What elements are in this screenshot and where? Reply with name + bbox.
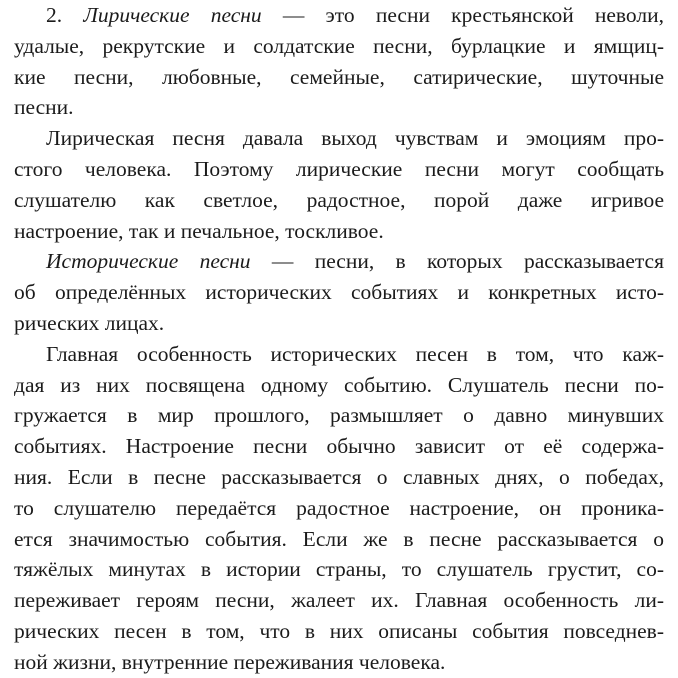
text-line [14,216,664,247]
text-segment: — это песни крестьянской неволи, [261,3,665,27]
paragraph-lyrical-songs [14,0,664,123]
text-segment: об определённых исторических событиях и конкретных исто- [14,280,664,305]
text-segment: дая из них посвящена одному событию. Слушатель песни по- [14,372,664,397]
text-line [14,647,664,678]
text-line [14,431,664,462]
text-segment: стого человека. Поэтому лирические песни могут сообщать [14,156,664,181]
text-line [14,31,664,62]
term-lyrical-songs: Лирические песни [83,3,262,27]
text-line [14,154,664,185]
text-segment: гружается в мир прошлого, размышляет о давно минувших [14,403,664,428]
text-segment: тяжёлых минутах в истории страны, то слушатель грустит, со- [14,557,664,582]
text-line [14,585,664,616]
text-segment: Лирическая песня давала выход чувствам и эмоциям про- [46,126,664,151]
text-segment: кие песни, любовные, семейные, сатирические, шуточные [14,64,664,89]
paragraph-lyrical-description [14,123,664,246]
text-segment: — песни, в которых рассказывается [250,249,664,274]
text-segment: переживает героям песни, жалеет их. Главная особенность ли- [14,588,664,613]
text-segment: ется значимостью события. Если же в песне рассказывается о [14,526,664,551]
text-line [14,62,664,93]
text-line [14,493,664,524]
text-segment: песни. [14,95,74,120]
text-line [14,554,664,585]
text-segment: то слушателю передаётся радостное настроение, он проника- [14,495,664,520]
text-line [14,123,664,154]
text-line [14,616,664,647]
text-segment: рических песен в том, что в них описаны события повседнев- [14,618,664,643]
text-line [14,277,664,308]
text-segment: ния. Если в песне рассказывается о славных днях, о победах, [14,464,664,489]
text-line [14,92,664,123]
text-segment: слушателю как светлое, радостное, порой даже игривое [14,187,664,212]
text-line [14,370,664,401]
text-line [14,339,664,370]
text-segment: удалые, рекрутские и солдатские песни, бурлацкие и ямщиц- [14,33,664,58]
text-line [14,524,664,555]
term-historical-songs: Исторические песни [46,249,251,274]
text-line [14,308,664,339]
text-line [14,185,664,216]
text-segment: Главная особенность исторических песен в том, что каж- [46,341,664,366]
text-segment: рических лицах. [14,310,165,335]
document-page [14,0,664,678]
paragraph-main-feature [14,339,664,678]
text-line [14,462,664,493]
text-segment: ной жизни, внутренние переживания человека. [14,649,446,674]
item-number: 2. [46,3,84,27]
paragraph-historical-songs [14,246,664,338]
text-line [14,400,664,431]
text-line [14,0,664,31]
text-segment: событиях. Настроение песни обычно зависит от её содержа- [14,434,664,459]
text-line [14,246,664,277]
text-segment: настроение, так и печальное, тоскливое. [14,218,384,243]
